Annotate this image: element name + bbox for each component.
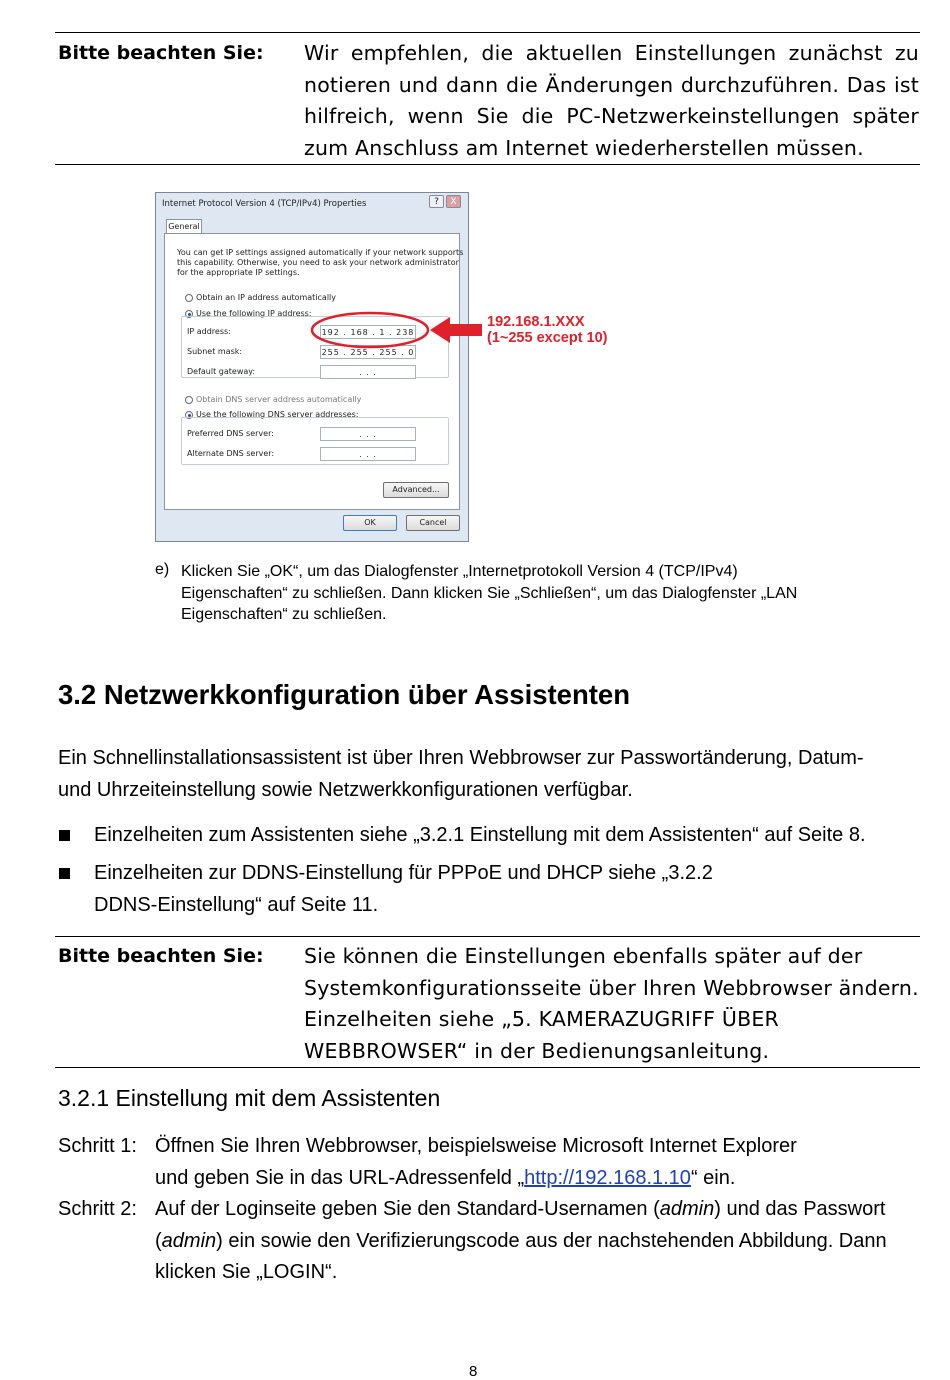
section-intro bbox=[58, 743, 864, 806]
step-e-line: Klicken Sie „OK“, um das Dialogfenster „Internetprotokoll Version 4 (TCP/IPv4) bbox=[181, 563, 738, 580]
ip-address-label: IP address: bbox=[187, 327, 231, 336]
default-gateway-label: Default gateway: bbox=[187, 367, 256, 376]
page-number: 8 bbox=[469, 1363, 478, 1380]
note1-top-rule bbox=[55, 32, 920, 33]
step1-line bbox=[155, 1163, 797, 1195]
step2-text-c: ( bbox=[155, 1229, 162, 1252]
bullet2-line: Einzelheiten zur DDNS-Einstellung für PPPoE und DHCP siehe „3.2.2 bbox=[94, 862, 713, 884]
bullet2-line: DDNS-Einstellung“ auf Seite 11. bbox=[94, 893, 379, 916]
section-intro-line: und Uhrzeiteinstellung sowie Netzwerkkonfigurationen verfügbar. bbox=[58, 778, 633, 801]
cancel-button[interactable]: Cancel bbox=[406, 515, 460, 531]
step1-pre: und geben Sie in das URL-Adressenfeld „ bbox=[155, 1166, 525, 1189]
subsection-heading: 3.2.1 Einstellung mit dem Assistenten bbox=[58, 1085, 441, 1111]
note2-line: Einzelheiten siehe „5. KAMERAZUGRIFF ÜBER bbox=[304, 1007, 779, 1031]
step2-password: admin bbox=[161, 1229, 217, 1252]
step2-label: Schritt 2: bbox=[58, 1198, 137, 1220]
note1-text bbox=[304, 38, 919, 164]
close-icon[interactable]: X bbox=[446, 195, 461, 208]
advanced-button[interactable]: Advanced... bbox=[383, 482, 449, 498]
section-heading: 3.2 Netzwerkkonfiguration über Assistenten bbox=[58, 679, 631, 710]
step2-username: admin bbox=[659, 1198, 715, 1220]
note1-line: Wir empfehlen, die aktuellen Einstellungen zunächst zu bbox=[304, 41, 919, 65]
help-icon[interactable]: ? bbox=[429, 195, 444, 208]
note2-label: Bitte beachten Sie: bbox=[58, 945, 264, 967]
step2-text bbox=[155, 1194, 887, 1289]
ip-address-field[interactable]: 192 . 168 . 1 . 238 bbox=[320, 325, 416, 339]
dialog-panel bbox=[164, 233, 464, 510]
alternate-dns-field[interactable]: . . . bbox=[320, 447, 416, 461]
tab-general[interactable]: General bbox=[166, 219, 202, 235]
step-e-marker: e) bbox=[155, 561, 170, 578]
step1-line: Öffnen Sie Ihren Webbrowser, beispielsweise Microsoft Internet Explorer bbox=[155, 1135, 797, 1157]
dialog-intro-line: for the appropriate IP settings. bbox=[177, 268, 300, 277]
note2-bottom-rule bbox=[55, 1067, 920, 1068]
note1-bottom-rule bbox=[55, 164, 920, 165]
alternate-dns-label: Alternate DNS server: bbox=[187, 449, 275, 458]
step2-text-a: Auf der Loginseite geben Sie den Standard-Usernamen ( bbox=[155, 1198, 660, 1220]
note2-line: Sie können die Einstellungen ebenfalls später auf der bbox=[304, 944, 863, 968]
obtain-ip-auto-radio[interactable] bbox=[185, 294, 193, 302]
note2-top-rule bbox=[55, 936, 920, 937]
default-gateway-field[interactable]: . . . bbox=[320, 365, 416, 379]
bullet2-text bbox=[94, 858, 713, 921]
obtain-dns-auto-label: Obtain DNS server address automatically bbox=[196, 395, 362, 404]
dialog-title: Internet Protocol Version 4 (TCP/IPv4) Properties bbox=[162, 199, 367, 209]
dialog-intro-line: You can get IP settings assigned automatically if your network supports bbox=[177, 248, 464, 257]
step2-text-d: ) ein sowie den Verifizierungscode aus der nachstehenden Abbildung. Dann bbox=[216, 1229, 887, 1252]
step-e-text bbox=[181, 561, 797, 626]
subnet-mask-label: Subnet mask: bbox=[187, 347, 243, 356]
note1-label: Bitte beachten Sie: bbox=[58, 42, 264, 64]
annotation-text bbox=[487, 314, 608, 346]
step2-line: klicken Sie „LOGIN“. bbox=[155, 1261, 338, 1283]
step1-text bbox=[155, 1131, 797, 1194]
step-e-line: Eigenschaften“ zu schließen. bbox=[181, 606, 387, 623]
note2-line: WEBBROWSER“ in der Bedienungsanleitung. bbox=[304, 1038, 770, 1063]
tcpip-properties-dialog bbox=[155, 192, 469, 542]
annotation-line: 192.168.1.XXX bbox=[487, 314, 585, 330]
preferred-dns-label: Preferred DNS server: bbox=[187, 429, 274, 438]
note2-line: Systemkonfigurationsseite über Ihren Webbrowser ändern. bbox=[304, 975, 919, 1000]
dialog-intro-line: this capability. Otherwise, you need to ask your network administrator bbox=[177, 258, 459, 267]
note2-text bbox=[304, 941, 919, 1067]
step1-label: Schritt 1: bbox=[58, 1135, 137, 1157]
subnet-mask-field[interactable]: 255 . 255 . 255 . 0 bbox=[320, 345, 416, 359]
step-e-line: Eigenschaften“ zu schließen. Dann klicken Sie „Schließen“, um das Dialogfenster „LAN bbox=[181, 584, 798, 602]
bullet-square-icon bbox=[59, 868, 70, 879]
annotation-line: (1~255 except 10) bbox=[487, 330, 608, 346]
note1-line: hilfreich, wenn Sie die PC-Netzwerkeinstellungen später bbox=[304, 104, 919, 128]
use-dns-label: Use the following DNS server addresses: bbox=[196, 410, 359, 419]
bullet1-text: Einzelheiten zum Assistenten siehe „3.2.1 Einstellung mit dem Assistenten“ auf Seite 8. bbox=[94, 824, 866, 846]
ok-button[interactable]: OK bbox=[343, 515, 397, 531]
preferred-dns-field[interactable]: . . . bbox=[320, 427, 416, 441]
step2-line bbox=[155, 1226, 887, 1258]
step2-text-b: ) und das Passwort bbox=[714, 1198, 886, 1220]
url-link[interactable]: http://192.168.1.10 bbox=[524, 1166, 691, 1189]
section-intro-line: Ein Schnellinstallationsassistent ist über Ihren Webbrowser zur Passwortänderung, Datum- bbox=[58, 747, 864, 769]
step1-post: “ ein. bbox=[690, 1166, 736, 1189]
obtain-ip-auto-label: Obtain an IP address automatically bbox=[196, 293, 337, 302]
obtain-dns-auto-radio[interactable] bbox=[185, 396, 193, 404]
bullet-square-icon bbox=[59, 830, 70, 841]
step2-line bbox=[155, 1194, 887, 1226]
use-ip-label: Use the following IP address: bbox=[196, 309, 312, 318]
note1-line: notieren und dann die Änderungen durchzuführen. Das ist bbox=[304, 72, 919, 97]
note1-line: zum Anschluss am Internet wiederherstellen müssen. bbox=[304, 135, 864, 160]
